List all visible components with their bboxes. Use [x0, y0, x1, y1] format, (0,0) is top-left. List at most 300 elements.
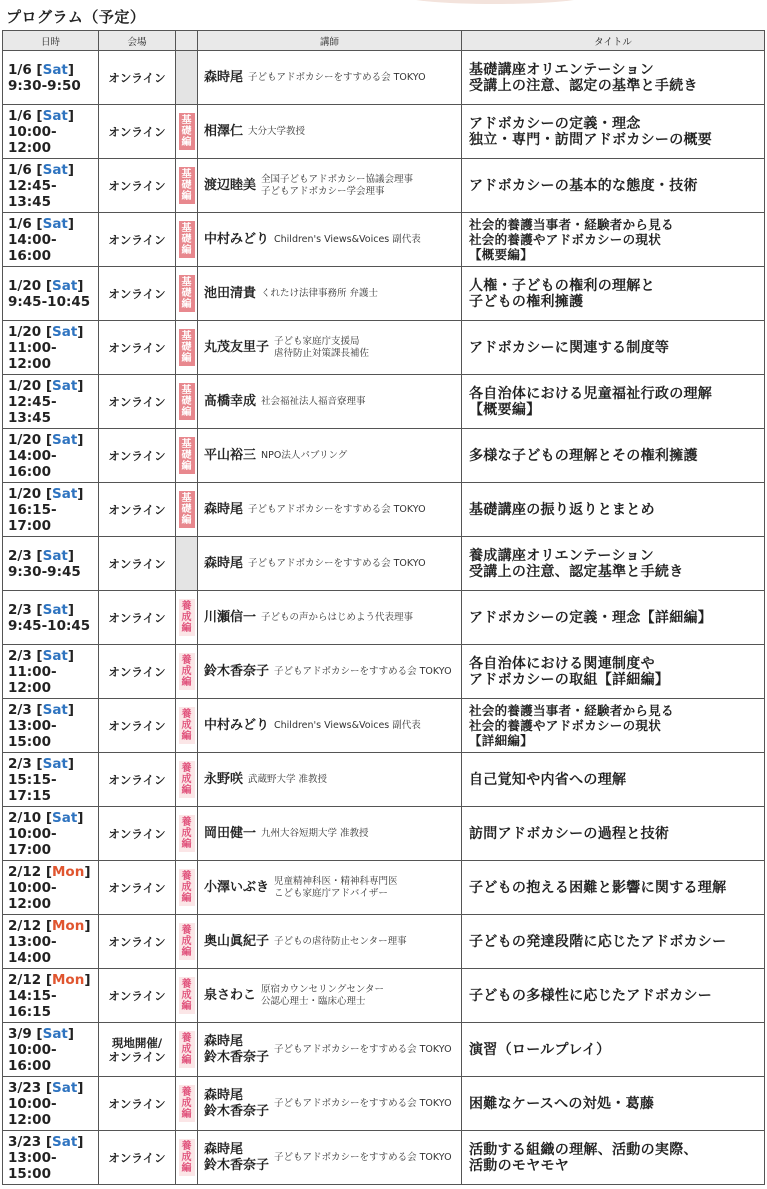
title-line: 訪問アドボカシーの過程と技術	[469, 825, 670, 842]
session-category	[176, 51, 198, 105]
session-venue	[99, 591, 176, 645]
session-time: 10:00-12:00	[8, 123, 57, 156]
session-time: 9:45-10:45	[8, 617, 91, 634]
lecturer-name: 森時尾	[204, 69, 244, 85]
session-datetime: 1/20 [Sat] 11:00-12:00	[3, 321, 99, 375]
lecturer-affiliation: 公認心理士・臨床心理士	[261, 995, 366, 1007]
session-datetime: 1/6 [Sat] 14:00-16:00	[3, 213, 99, 267]
session-date: 3/23	[8, 1133, 42, 1150]
session-weekday: Sat	[52, 809, 78, 826]
session-venue	[99, 105, 176, 159]
lecturer-affiliation: 原宿カウンセリングセンター	[261, 983, 384, 995]
session-date: 2/12	[8, 863, 42, 880]
venue-line: オンライン	[108, 340, 166, 355]
session-time: 9:45-10:45	[8, 293, 91, 310]
session-datetime: 2/3 [Sat] 15:15-17:15	[3, 753, 99, 807]
session-weekday: Mon	[52, 971, 85, 988]
lecturer-affiliation: 子どもアドボカシーをすすめる会 TOKYO	[274, 1043, 452, 1055]
session-datetime: 1/6 [Sat] 10:00-12:00	[3, 105, 99, 159]
session-title	[462, 321, 765, 375]
session-weekday: Sat	[52, 431, 78, 448]
session-category	[176, 375, 198, 429]
lecturer-affiliation: 社会福祉法人福音寮理事	[261, 395, 366, 407]
session-date: 2/3	[8, 647, 32, 664]
title-line: 活動のモヤモヤ	[469, 1157, 570, 1174]
session-datetime: 3/23 [Sat] 10:00-12:00	[3, 1077, 99, 1131]
session-datetime: 2/3 [Sat] 11:00-12:00	[3, 645, 99, 699]
lecturer-affiliation: 子どもアドボカシーをすすめる会 TOKYO	[248, 503, 426, 515]
lecturer-affiliation: 虐待防止対策課長補佐	[274, 347, 370, 359]
session-time: 14:00-16:00	[8, 447, 57, 480]
session-datetime: 2/3 [Sat] 9:45-10:45	[3, 591, 99, 645]
title-line: 子どもの抱える困難と影響に関する理解	[469, 879, 727, 896]
title-line: 各自治体における児童福祉行政の理解	[469, 385, 713, 402]
session-datetime: 2/3 [Sat] 13:00-15:00	[3, 699, 99, 753]
session-time: 14:00-16:00	[8, 231, 57, 264]
session-category	[176, 483, 198, 537]
session-venue	[99, 483, 176, 537]
lecturer-name: 鈴木香奈子	[204, 1049, 270, 1065]
lecturer-name: 鈴木香奈子	[204, 663, 270, 679]
session-title	[462, 483, 765, 537]
table-row	[3, 213, 765, 267]
session-venue	[99, 753, 176, 807]
session-datetime: 1/20 [Sat] 14:00-16:00	[3, 429, 99, 483]
category-tag: 基礎編	[179, 383, 195, 420]
session-time: 9:30-9:50	[8, 77, 81, 94]
title-line: 【詳細編】	[469, 733, 534, 748]
lecturer-name: 川瀬信一	[204, 609, 257, 625]
session-weekday: Sat	[52, 277, 78, 294]
table-row	[3, 1131, 765, 1185]
session-date: 1/20	[8, 323, 42, 340]
session-lecturer	[198, 699, 462, 753]
venue-line: オンライン	[108, 610, 166, 625]
session-title	[462, 807, 765, 861]
session-title	[462, 375, 765, 429]
session-venue	[99, 375, 176, 429]
session-category	[176, 267, 198, 321]
venue-line: オンライン	[108, 556, 166, 571]
session-category	[176, 807, 198, 861]
table-row	[3, 267, 765, 321]
title-line: 子どもの発達段階に応じたアドボカシー	[469, 933, 727, 950]
lecturer-affiliation: 子どもアドボカシーをすすめる会 TOKYO	[274, 1097, 452, 1109]
session-date: 2/3	[8, 547, 32, 564]
session-venue	[99, 267, 176, 321]
lecturer-affiliation: 子どもアドボカシーをすすめる会 TOKYO	[248, 557, 426, 569]
title-line: 演習（ロールプレイ）	[469, 1041, 611, 1058]
lecturer-name: 岡田健一	[204, 825, 257, 841]
venue-line: オンライン	[108, 718, 166, 733]
session-category	[176, 213, 198, 267]
lecturer-affiliation: 子どもアドボカシーをすすめる会 TOKYO	[248, 71, 426, 83]
title-line: 困難なケースへの対処・葛藤	[469, 1095, 655, 1112]
session-time: 15:15-17:15	[8, 771, 57, 804]
session-weekday: Sat	[42, 107, 68, 124]
category-tag: 養成編	[179, 923, 195, 960]
lecturer-name: 小澤いぶき	[204, 879, 270, 895]
table-row	[3, 753, 765, 807]
session-weekday: Sat	[42, 215, 68, 232]
title-line: 社会的養護やアドボカシーの現状	[469, 232, 662, 247]
session-date: 2/12	[8, 917, 42, 934]
session-venue	[99, 1131, 176, 1185]
category-tag: 基礎編	[179, 275, 195, 312]
session-weekday: Mon	[52, 863, 85, 880]
table-row	[3, 51, 765, 105]
session-category	[176, 105, 198, 159]
session-lecturer	[198, 483, 462, 537]
session-time: 16:15-17:00	[8, 501, 57, 534]
venue-line: オンライン	[108, 880, 166, 895]
session-category	[176, 753, 198, 807]
lecturer-name: 渡辺睦美	[204, 177, 257, 193]
session-venue	[99, 861, 176, 915]
session-lecturer	[198, 105, 462, 159]
header-date: 日時	[3, 31, 99, 51]
session-title	[462, 213, 765, 267]
session-lecturer	[198, 969, 462, 1023]
session-venue	[99, 321, 176, 375]
category-tag: 養成編	[179, 1139, 195, 1176]
session-date: 2/10	[8, 809, 42, 826]
table-row	[3, 915, 765, 969]
session-weekday: Sat	[52, 323, 78, 340]
session-datetime: 2/10 [Sat] 10:00-17:00	[3, 807, 99, 861]
session-venue	[99, 1023, 176, 1077]
session-venue	[99, 807, 176, 861]
venue-line: オンライン	[108, 448, 166, 463]
lecturer-name: 泉さわこ	[204, 987, 257, 1003]
lecturer-name: 森時尾	[204, 555, 244, 571]
lecturer-name: 森時尾	[204, 1141, 244, 1157]
venue-line: オンライン	[108, 178, 166, 193]
session-lecturer	[198, 807, 462, 861]
title-line: 基礎講座オリエンテーション	[469, 61, 655, 78]
category-tag: 基礎編	[179, 221, 195, 258]
session-datetime: 1/6 [Sat] 12:45-13:45	[3, 159, 99, 213]
venue-line: オンライン	[108, 70, 166, 85]
lecturer-affiliation: 子どもの声からはじめよう代表理事	[261, 611, 414, 623]
lecturer-affiliation: 子どもアドボカシーをすすめる会 TOKYO	[274, 665, 452, 677]
session-title	[462, 105, 765, 159]
lecturer-name: 中村みどり	[204, 231, 270, 247]
table-row	[3, 375, 765, 429]
session-weekday: Sat	[52, 1079, 78, 1096]
title-line: 受講上の注意、認定基準と手続き	[469, 563, 684, 580]
session-time: 10:00-16:00	[8, 1041, 57, 1074]
table-row	[3, 1023, 765, 1077]
session-category	[176, 591, 198, 645]
lecturer-name: 鈴木香奈子	[204, 1157, 270, 1173]
category-tag: 基礎編	[179, 113, 195, 150]
table-row	[3, 159, 765, 213]
header-venue: 会場	[99, 31, 176, 51]
lecturer-affiliation: NPO法人パブリング	[261, 449, 348, 461]
session-title	[462, 915, 765, 969]
page-title: プログラム（予定）	[6, 8, 146, 26]
title-line: 基礎講座の振り返りとまとめ	[469, 501, 655, 518]
session-venue	[99, 1077, 176, 1131]
session-category	[176, 321, 198, 375]
session-datetime: 2/12 [Mon] 13:00-14:00	[3, 915, 99, 969]
title-line: 【概要編】	[469, 401, 541, 418]
table-row	[3, 591, 765, 645]
category-tag: 基礎編	[179, 437, 195, 474]
venue-line: オンライン	[108, 502, 166, 517]
session-time: 12:45-13:45	[8, 393, 57, 426]
session-lecturer	[198, 753, 462, 807]
lecturer-name: 森時尾	[204, 501, 244, 517]
session-weekday: Sat	[42, 547, 68, 564]
session-weekday: Mon	[52, 917, 85, 934]
session-datetime: 1/20 [Sat] 16:15-17:00	[3, 483, 99, 537]
session-venue	[99, 699, 176, 753]
session-category	[176, 159, 198, 213]
table-header-row	[3, 31, 765, 51]
session-category	[176, 537, 198, 591]
venue-line: オンライン	[108, 934, 166, 949]
session-weekday: Sat	[52, 1133, 78, 1150]
lecturer-affiliation: Children's Views&Voices 副代表	[274, 719, 421, 731]
session-time: 9:30-9:45	[8, 563, 81, 580]
session-title	[462, 645, 765, 699]
venue-line: オンライン	[108, 772, 166, 787]
lecturer-affiliation: Children's Views&Voices 副代表	[274, 233, 421, 245]
session-date: 1/20	[8, 431, 42, 448]
lecturer-name: 鈴木香奈子	[204, 1103, 270, 1119]
session-lecturer	[198, 321, 462, 375]
session-venue	[99, 429, 176, 483]
venue-line: オンライン	[108, 664, 166, 679]
session-lecturer	[198, 375, 462, 429]
session-date: 1/20	[8, 377, 42, 394]
category-tag: 養成編	[179, 869, 195, 906]
session-datetime: 2/12 [Mon] 10:00-12:00	[3, 861, 99, 915]
session-weekday: Sat	[42, 601, 68, 618]
session-weekday: Sat	[42, 161, 68, 178]
session-category	[176, 429, 198, 483]
session-title	[462, 753, 765, 807]
category-tag: 基礎編	[179, 329, 195, 366]
lecturer-name: 髙橋幸成	[204, 393, 257, 409]
title-line: アドボカシーに関連する制度等	[469, 339, 670, 356]
decorative-shape	[400, 0, 590, 4]
session-datetime: 1/20 [Sat] 12:45-13:45	[3, 375, 99, 429]
table-row	[3, 699, 765, 753]
lecturer-name: 池田清貴	[204, 285, 257, 301]
header-title: タイトル	[462, 31, 765, 51]
venue-line: オンライン	[108, 1150, 166, 1165]
session-weekday: Sat	[52, 485, 78, 502]
lecturer-affiliation: 武蔵野大学 准教授	[248, 773, 328, 785]
session-category	[176, 861, 198, 915]
session-title	[462, 537, 765, 591]
session-date: 2/3	[8, 755, 32, 772]
table-row	[3, 537, 765, 591]
session-time: 13:00-15:00	[8, 1149, 57, 1182]
session-category	[176, 699, 198, 753]
title-line: 独立・専門・訪問アドボカシーの概要	[469, 131, 713, 148]
session-lecturer	[198, 1077, 462, 1131]
session-weekday: Sat	[42, 647, 68, 664]
session-title	[462, 969, 765, 1023]
session-title	[462, 1023, 765, 1077]
title-line: アドボカシーの定義・理念	[469, 115, 641, 132]
session-lecturer	[198, 159, 462, 213]
session-date: 1/6	[8, 61, 32, 78]
title-line: 社会的養護やアドボカシーの現状	[469, 718, 662, 733]
lecturer-name: 相澤仁	[204, 123, 244, 139]
title-line: アドボカシーの取組【詳細編】	[469, 671, 670, 688]
session-category	[176, 645, 198, 699]
session-lecturer	[198, 591, 462, 645]
venue-line: オンライン	[108, 124, 166, 139]
session-lecturer	[198, 429, 462, 483]
session-time: 13:00-14:00	[8, 933, 57, 966]
session-weekday: Sat	[42, 755, 68, 772]
venue-line: オンライン	[108, 394, 166, 409]
session-venue	[99, 969, 176, 1023]
session-venue	[99, 537, 176, 591]
session-weekday: Sat	[52, 377, 78, 394]
lecturer-name: 奥山眞紀子	[204, 933, 270, 949]
session-time: 14:15-16:15	[8, 987, 57, 1020]
session-venue	[99, 645, 176, 699]
session-time: 12:45-13:45	[8, 177, 57, 210]
title-line: 各自治体における関連制度や	[469, 655, 655, 672]
session-datetime: 1/20 [Sat] 9:45-10:45	[3, 267, 99, 321]
category-tag: 養成編	[179, 599, 195, 636]
category-tag: 養成編	[179, 1031, 195, 1068]
lecturer-affiliation: 子どもの虐待防止センター理事	[274, 935, 407, 947]
session-date: 1/6	[8, 215, 32, 232]
session-lecturer	[198, 915, 462, 969]
session-venue	[99, 915, 176, 969]
session-lecturer	[198, 537, 462, 591]
session-weekday: Sat	[42, 1025, 68, 1042]
session-category	[176, 1023, 198, 1077]
title-line: 社会的養護当事者・経験者から見る	[469, 217, 674, 232]
session-title	[462, 159, 765, 213]
lecturer-affiliation: 児童精神科医・精神科専門医	[274, 875, 398, 887]
session-time: 11:00-12:00	[8, 339, 57, 372]
session-date: 3/23	[8, 1079, 42, 1096]
venue-line: オンライン	[108, 1049, 166, 1064]
session-venue	[99, 159, 176, 213]
session-date: 1/20	[8, 485, 42, 502]
session-title	[462, 1131, 765, 1185]
category-tag: 基礎編	[179, 167, 195, 204]
title-line: 社会的養護当事者・経験者から見る	[469, 703, 674, 718]
session-venue	[99, 51, 176, 105]
title-line: 受講上の注意、認定の基準と手続き	[469, 77, 698, 94]
lecturer-affiliation: くれたけ法律事務所 弁護士	[261, 287, 379, 299]
session-lecturer	[198, 213, 462, 267]
session-datetime: 2/12 [Mon] 14:15-16:15	[3, 969, 99, 1023]
session-title	[462, 591, 765, 645]
session-weekday: Sat	[42, 61, 68, 78]
title-line: 【概要編】	[469, 247, 534, 262]
session-title	[462, 1077, 765, 1131]
title-line: 活動する組織の理解、活動の実際、	[469, 1141, 698, 1158]
lecturer-affiliation: 大分大学教授	[248, 125, 306, 137]
session-time: 11:00-12:00	[8, 663, 57, 696]
session-lecturer	[198, 51, 462, 105]
session-title	[462, 267, 765, 321]
category-tag: 基礎編	[179, 491, 195, 528]
table-row	[3, 105, 765, 159]
session-time: 10:00-12:00	[8, 879, 57, 912]
session-lecturer	[198, 267, 462, 321]
title-line: 子どもの多様性に応じたアドボカシー	[469, 987, 713, 1004]
session-lecturer	[198, 1131, 462, 1185]
lecturer-name: 平山裕三	[204, 447, 257, 463]
venue-line: オンライン	[108, 286, 166, 301]
title-line: 人権・子どもの権利の理解と	[469, 277, 655, 294]
lecturer-affiliation: 全国子どもアドボカシー協議会理事	[261, 173, 414, 185]
session-weekday: Sat	[42, 701, 68, 718]
table-row	[3, 807, 765, 861]
session-time: 10:00-12:00	[8, 1095, 57, 1128]
category-tag: 養成編	[179, 707, 195, 744]
table-row	[3, 645, 765, 699]
session-lecturer	[198, 1023, 462, 1077]
title-line: 自己覚知や内省への理解	[469, 771, 627, 788]
table-row	[3, 321, 765, 375]
session-title	[462, 51, 765, 105]
session-title	[462, 861, 765, 915]
session-venue	[99, 213, 176, 267]
session-time: 13:00-15:00	[8, 717, 57, 750]
table-row	[3, 861, 765, 915]
title-line: アドボカシーの基本的な態度・技術	[469, 177, 698, 194]
category-tag: 養成編	[179, 977, 195, 1014]
category-tag: 養成編	[179, 1085, 195, 1122]
lecturer-affiliation: 子ども家庭庁支援局	[274, 335, 360, 347]
table-body	[3, 51, 765, 1185]
title-line: アドボカシーの定義・理念【詳細編】	[469, 609, 713, 626]
table-row	[3, 1077, 765, 1131]
category-tag: 養成編	[179, 761, 195, 798]
venue-line: オンライン	[108, 232, 166, 247]
lecturer-affiliation: 子どもアドボカシーをすすめる会 TOKYO	[274, 1151, 452, 1163]
session-datetime: 2/3 [Sat] 9:30-9:45	[3, 537, 99, 591]
session-lecturer	[198, 645, 462, 699]
lecturer-affiliation: 子どもアドボカシー学会理事	[261, 185, 385, 197]
lecturer-name: 丸茂友里子	[204, 339, 270, 355]
session-date: 1/6	[8, 107, 32, 124]
session-category	[176, 1077, 198, 1131]
session-date: 1/6	[8, 161, 32, 178]
lecturer-name: 森時尾	[204, 1087, 244, 1103]
session-date: 2/3	[8, 701, 32, 718]
session-category	[176, 915, 198, 969]
session-title	[462, 429, 765, 483]
lecturer-name: 永野咲	[204, 771, 244, 787]
session-title	[462, 699, 765, 753]
lecturer-affiliation: こども家庭庁アドバイザー	[274, 887, 388, 899]
header-lecturer: 講師	[198, 31, 462, 51]
session-time: 10:00-17:00	[8, 825, 57, 858]
venue-line: オンライン	[108, 826, 166, 841]
session-date: 1/20	[8, 277, 42, 294]
header-category	[176, 31, 198, 51]
session-category	[176, 1131, 198, 1185]
lecturer-name: 森時尾	[204, 1033, 244, 1049]
session-category	[176, 969, 198, 1023]
